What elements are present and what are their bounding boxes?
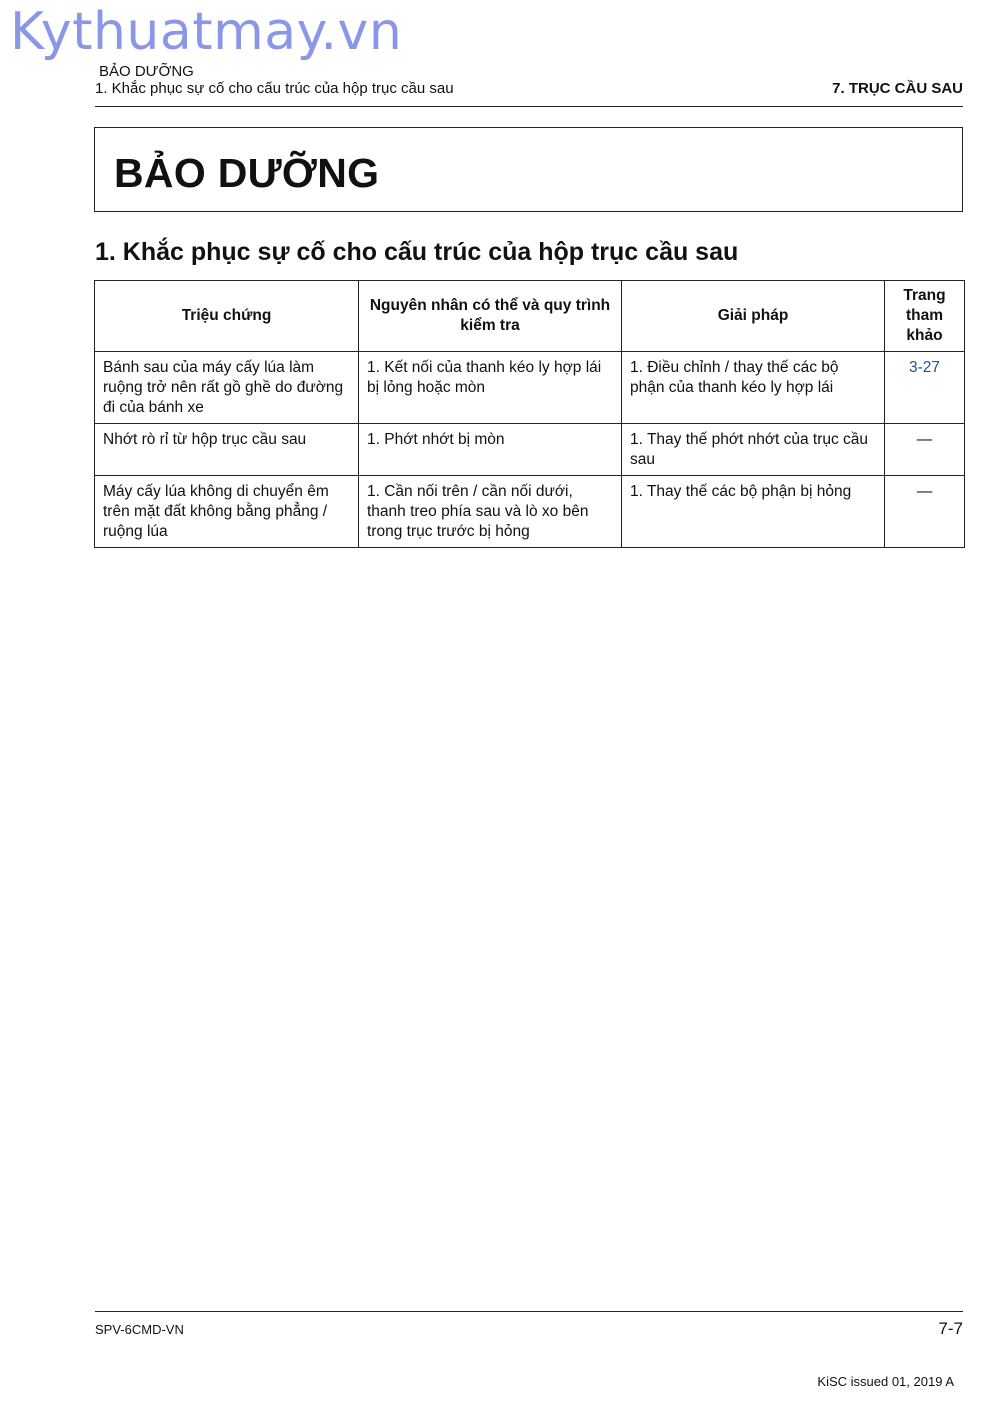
reference-cell	[885, 352, 965, 424]
footer-doc-code: SPV-6CMD-VN	[95, 1322, 184, 1337]
table-header-row	[95, 281, 965, 352]
solution-cell: 1. Thay thế các bộ phận bị hỏng	[622, 476, 885, 548]
cause-cell: 1. Kết nối của thanh kéo ly hợp lái bị lỏng hoặc mòn	[359, 352, 622, 424]
symptom-cell: Bánh sau của máy cấy lúa làm ruộng trở nên rất gồ ghề do đường đi của bánh xe	[95, 352, 359, 424]
column-header-symptom: Triệu chứng	[95, 281, 359, 352]
reference-link[interactable]: 3-27	[908, 359, 941, 376]
troubleshooting-table	[94, 280, 965, 548]
symptom-cell: Máy cấy lúa không di chuyển êm trên mặt đất không bằng phẳng / ruộng lúa	[95, 476, 359, 548]
footer-page-number: 7-7	[938, 1319, 963, 1338]
table-row	[95, 424, 965, 476]
title-box	[94, 127, 963, 212]
reference-cell: —	[885, 476, 965, 548]
cause-cell: 1. Cần nối trên / cần nối dưới, thanh treo phía sau và lò xo bên trong trục trước bị hỏng	[359, 476, 622, 548]
section-heading: 1. Khắc phục sự cố cho cấu trúc của hộp trục cầu sau	[95, 238, 739, 266]
reference-cell: —	[885, 424, 965, 476]
header-subtitle: 1. Khắc phục sự cố cho cấu trúc của hộp trục cầu sau	[95, 80, 454, 97]
header-divider	[95, 106, 963, 107]
table-row	[95, 476, 965, 548]
table-row	[95, 352, 965, 424]
footer-issued: KiSC issued 01, 2019 A	[817, 1374, 954, 1389]
header-chapter: 7. TRỤC CẦU SAU	[832, 80, 963, 97]
header-category: BẢO DƯỠNG	[99, 63, 194, 80]
watermark-logo: Kythuatmay.vn	[10, 2, 403, 62]
cause-cell: 1. Phớt nhớt bị mòn	[359, 424, 622, 476]
footer-divider	[95, 1311, 963, 1312]
solution-cell: 1. Thay thế phớt nhớt của trục cầu sau	[622, 424, 885, 476]
column-header-solution: Giải pháp	[622, 281, 885, 352]
symptom-cell: Nhớt rò rỉ từ hộp trục cầu sau	[95, 424, 359, 476]
column-header-cause: Nguyên nhân có thể và quy trình kiểm tra	[359, 281, 622, 352]
column-header-reference: Trang tham khảo	[885, 281, 965, 352]
solution-cell: 1. Điều chỉnh / thay thế các bộ phận của thanh kéo ly hợp lái	[622, 352, 885, 424]
page-title: BẢO DƯỠNG	[114, 150, 380, 196]
